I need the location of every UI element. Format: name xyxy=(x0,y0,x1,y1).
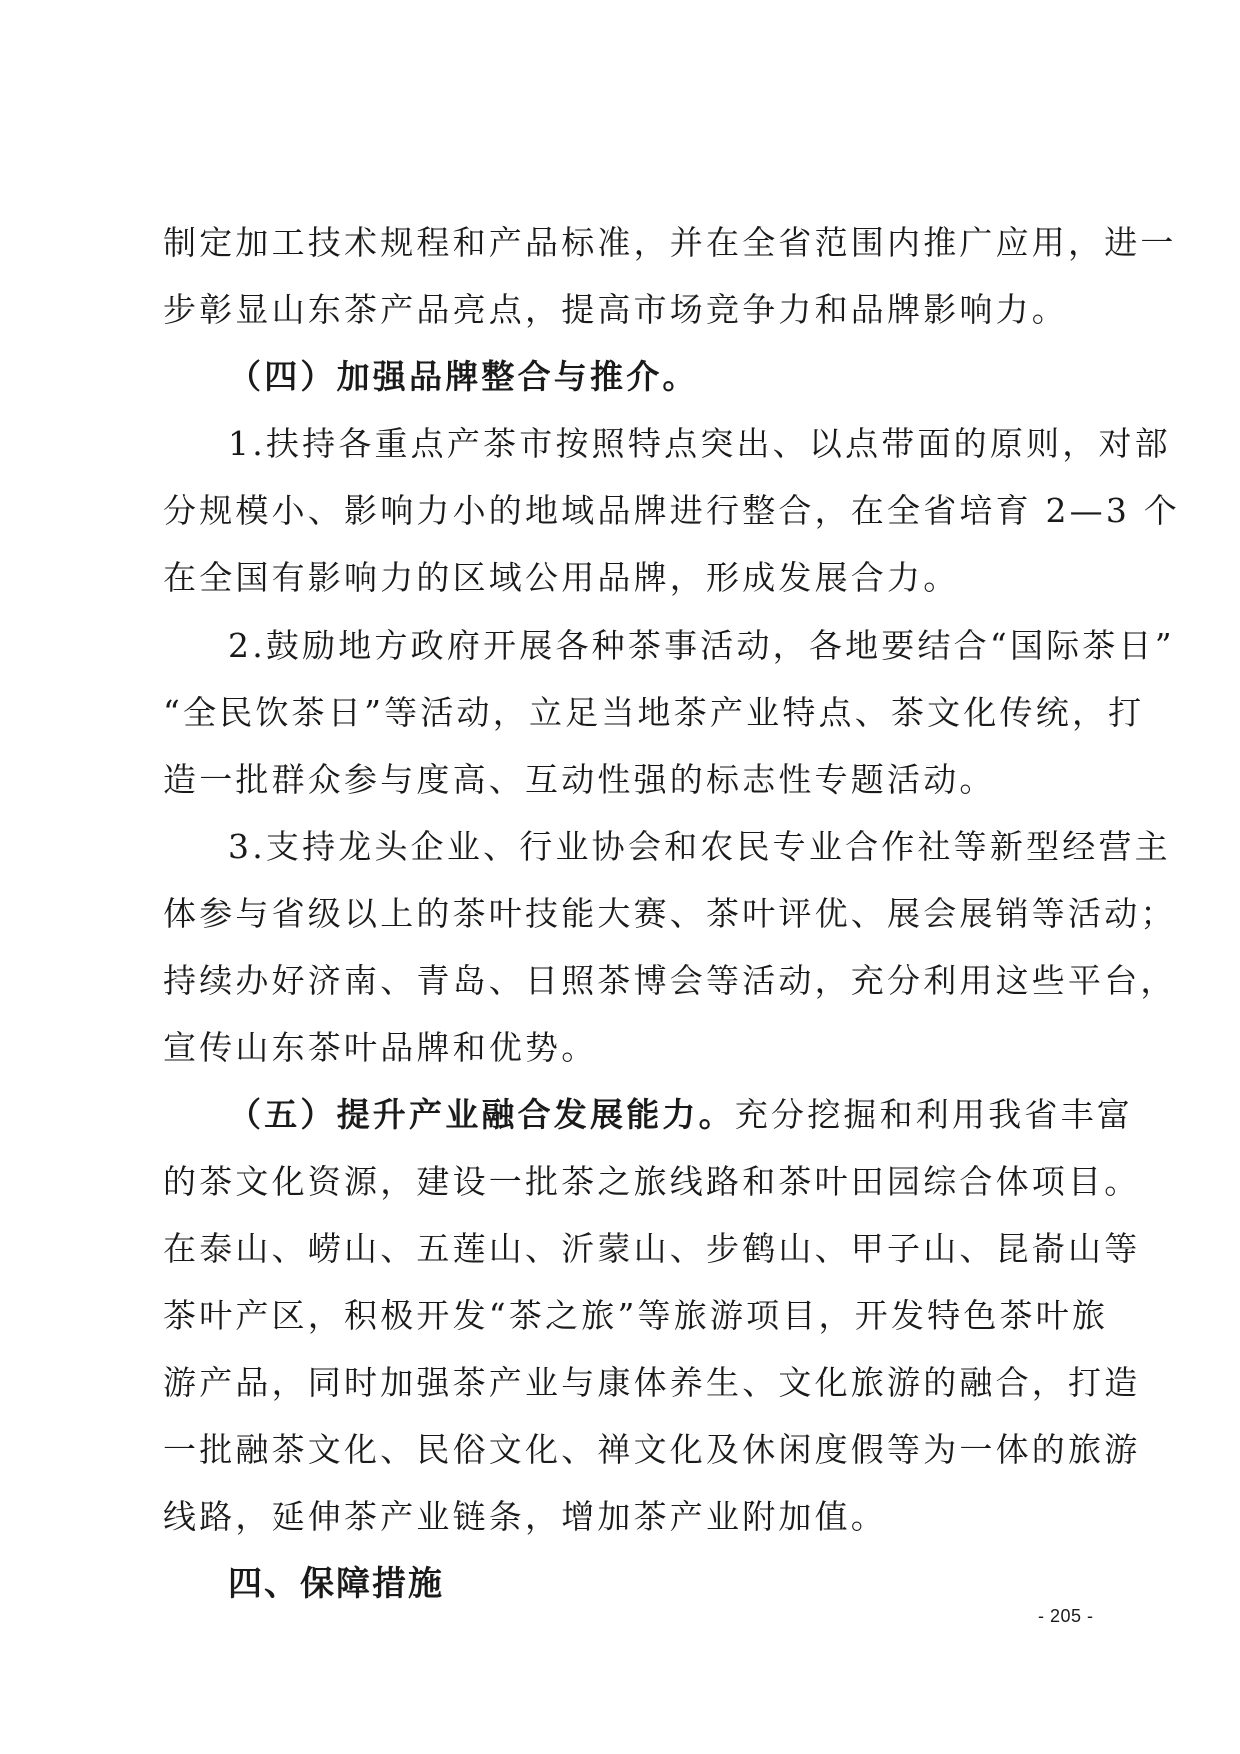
paragraph-line: 分规模小、影响力小的地域品牌进行整合，在全省培育 2—3 个 xyxy=(163,491,1180,530)
paragraph-line: 造一批群众参与度高、互动性强的标志性专题活动。 xyxy=(163,760,996,799)
subsection-heading-4: （四）加强品牌整合与推介。 xyxy=(228,357,699,396)
paragraph-line: 的茶文化资源，建设一批茶之旅线路和茶叶田园综合体项目。 xyxy=(163,1162,1141,1201)
page-number: - 205 - xyxy=(1038,1606,1094,1626)
section-heading: 四、保障措施 xyxy=(228,1564,444,1604)
paragraph-line: 2.鼓励地方政府开展各种茶事活动，各地要结合“国际茶日” xyxy=(228,626,1175,665)
paragraph-line: 体参与省级以上的茶叶技能大赛、茶叶评优、展会展销等活动； xyxy=(163,894,1177,933)
paragraph-line: 3.支持龙头企业、行业协会和农民专业合作社等新型经营主 xyxy=(228,827,1171,866)
paragraph-line: 茶叶产区，积极开发“茶之旅”等旅游项目，开发特色茶叶旅 xyxy=(163,1296,1109,1335)
paragraph-line: 宣传山东茶叶品牌和优势。 xyxy=(163,1028,598,1067)
paragraph-line: 在泰山、崂山、五莲山、沂蒙山、步鹤山、甲子山、昆嵛山等 xyxy=(163,1229,1141,1268)
paragraph-line: 步彰显山东茶产品亮点，提高市场竞争力和品牌影响力。 xyxy=(163,290,1068,329)
paragraph-line: 持续办好济南、青岛、日照茶博会等活动，充分利用这些平台， xyxy=(163,961,1177,1000)
subsection-text: 充分挖掘和利用我省丰富 xyxy=(734,1095,1134,1134)
subsection-heading-5: （五）提升产业融合发展能力。 xyxy=(228,1095,735,1134)
paragraph-line: “全民饮茶日”等活动，立足当地茶产业特点、茶文化传统，打 xyxy=(163,693,1145,732)
paragraph-line: 一批融茶文化、民俗文化、禅文化及休闲度假等为一体的旅游 xyxy=(163,1430,1141,1469)
paragraph-line: 制定加工技术规程和产品标准，并在全省范围内推广应用，进一 xyxy=(163,223,1177,262)
paragraph-line: 1.扶持各重点产茶市按照特点突出、以点带面的原则，对部 xyxy=(228,424,1171,463)
paragraph-line: 线路，延伸茶产业链条，增加茶产业附加值。 xyxy=(163,1497,887,1536)
paragraph-line: 在全国有影响力的区域公用品牌，形成发展合力。 xyxy=(163,558,960,597)
subsection-line xyxy=(228,1095,1133,1135)
paragraph-line: 游产品，同时加强茶产业与康体养生、文化旅游的融合，打造 xyxy=(163,1363,1141,1402)
